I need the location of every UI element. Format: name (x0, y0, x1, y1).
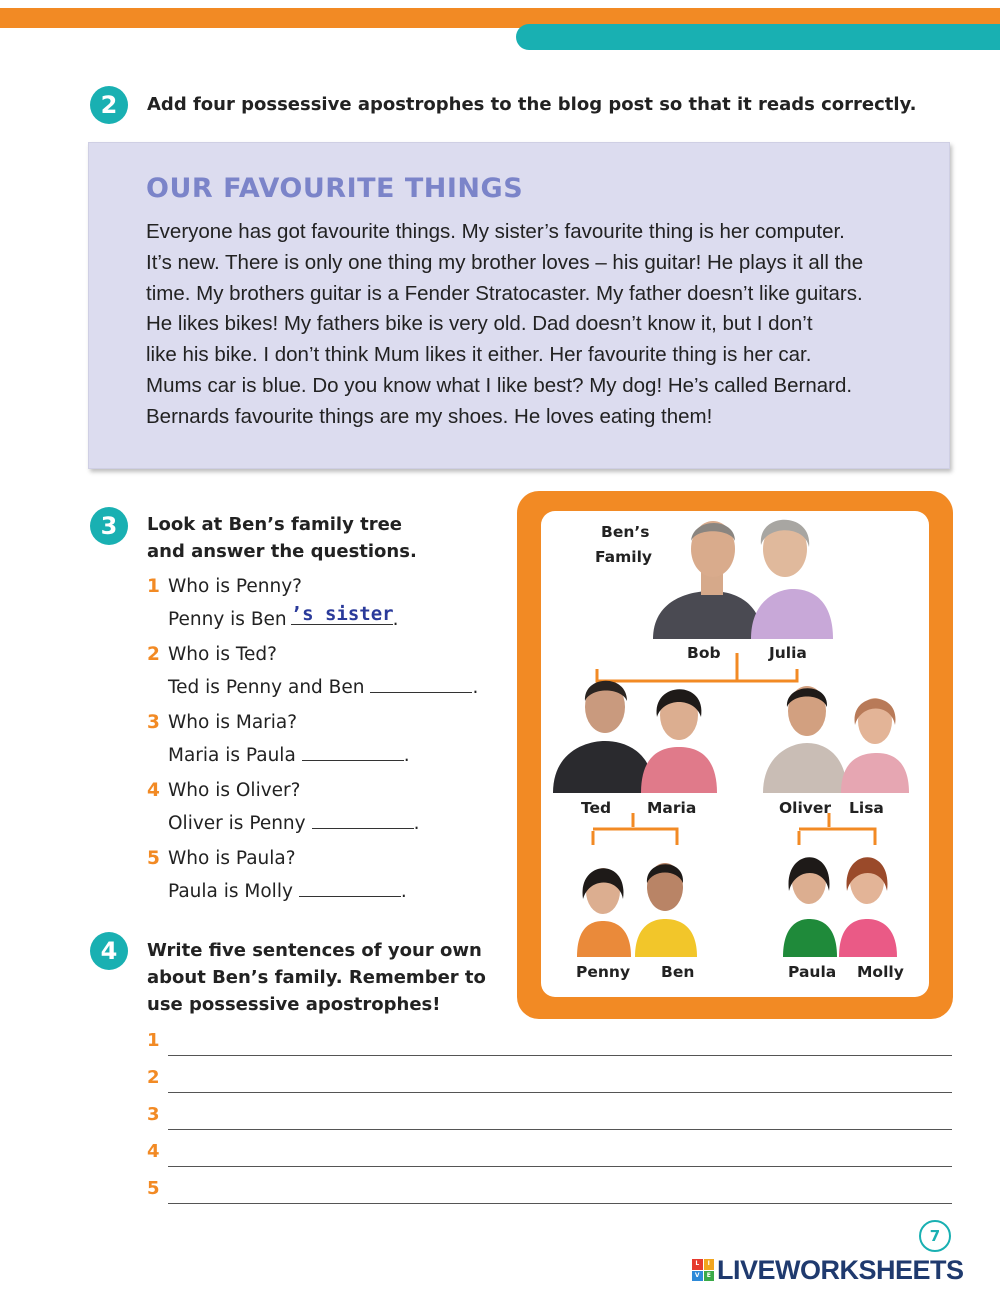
name-molly: Molly (857, 963, 904, 981)
question-4 (147, 780, 300, 801)
exercise-3-instruction (147, 511, 417, 565)
blog-text (146, 217, 926, 433)
answer-end: . (400, 881, 407, 902)
logo-tile: E (704, 1271, 715, 1282)
writing-line-1[interactable] (147, 1030, 952, 1056)
question-5 (147, 848, 296, 869)
person-penny (577, 868, 631, 957)
answer-blank-4[interactable] (312, 811, 414, 829)
exercise-3-instruction-line: Look at Ben’s family tree (147, 514, 402, 535)
name-lisa: Lisa (849, 799, 884, 817)
name-penny: Penny (576, 963, 631, 981)
line-number: 3 (147, 1104, 160, 1125)
blog-line: like his bike. I don’t think Mum likes it either. Her favourite thing is her car. (146, 343, 812, 367)
name-julia: Julia (769, 644, 807, 662)
answer-blank-1[interactable] (290, 603, 394, 625)
tree-title-line1: Ben’s (601, 523, 650, 541)
family-tree-panel (541, 511, 929, 997)
exercise-2-instruction: Add four possessive apostrophes to the blog post so that it reads correctly. (147, 94, 917, 115)
answer-blank-3[interactable] (302, 743, 404, 761)
blog-line: Mums car is blue. Do you know what I like best? My dog! He’s called Bernard. (146, 373, 853, 397)
answer-blank-5[interactable] (299, 879, 401, 897)
person-paula (783, 857, 837, 957)
logo-tile: V (692, 1271, 703, 1282)
person-molly (839, 857, 897, 957)
person-julia (751, 520, 833, 639)
liveworksheets-brand[interactable] (692, 1254, 964, 1286)
person-ted (553, 681, 655, 793)
family-tree-frame (517, 491, 953, 1019)
answer-stem: Oliver is Penny (168, 813, 306, 834)
person-maria (641, 689, 717, 793)
question-text: Who is Penny? (168, 576, 302, 597)
tree-connectors (593, 653, 875, 845)
answer-4 (168, 811, 419, 834)
name-ted: Ted (581, 799, 612, 817)
line-rule (168, 1055, 952, 1056)
exercise-4-instruction-line: use possessive apostrophes! (147, 994, 441, 1015)
tree-title-line2: Family (595, 548, 653, 566)
line-number: 4 (147, 1141, 160, 1162)
line-number: 1 (147, 1030, 160, 1051)
person-oliver (763, 686, 847, 793)
answer-1 (168, 603, 399, 630)
blog-line: time. My brothers guitar is a Fender Stratocaster. My father doesn’t like guitars. (146, 281, 863, 305)
question-text: Who is Ted? (168, 644, 277, 665)
line-rule (168, 1166, 952, 1167)
line-rule (168, 1092, 952, 1093)
answer-blank-2[interactable] (370, 675, 472, 693)
question-2 (147, 644, 277, 665)
logo-tile: I (704, 1259, 715, 1270)
exercise-2-badge: 2 (90, 86, 128, 124)
blog-line: Bernards favourite things are my shoes. He loves eating them! (146, 404, 713, 428)
name-oliver: Oliver (779, 799, 832, 817)
answer-stem: Paula is Molly (168, 881, 293, 902)
question-1 (147, 576, 302, 597)
blog-line: It’s new. There is only one thing my brother loves – his guitar! He plays it all the (146, 250, 864, 274)
blog-post-box (88, 142, 950, 469)
liveworksheets-wordmark: LIVEWORKSHEETS (717, 1254, 964, 1285)
exercise-4-instruction (147, 937, 486, 1018)
person-ben (635, 863, 697, 957)
answer-end: . (413, 813, 420, 834)
writing-line-5[interactable] (147, 1178, 952, 1204)
answer-end: . (403, 745, 410, 766)
line-rule (168, 1129, 952, 1130)
exercise-4-instruction-line: Write five sentences of your own (147, 940, 482, 961)
answer-5 (168, 879, 407, 902)
question-3 (147, 712, 297, 733)
question-text: Who is Oliver? (168, 780, 301, 801)
exercise-4-badge: 4 (90, 932, 128, 970)
answer-stem: Maria is Paula (168, 745, 296, 766)
blog-title: OUR FAVOURITE THINGS (146, 173, 524, 204)
question-text: Who is Paula? (168, 848, 296, 869)
answer-2 (168, 675, 478, 698)
question-number: 2 (147, 644, 160, 665)
question-number: 1 (147, 576, 160, 597)
writing-line-2[interactable] (147, 1067, 952, 1093)
name-ben: Ben (661, 963, 695, 981)
exercise-3-instruction-line: and answer the questions. (147, 541, 417, 562)
answer-end: . (392, 609, 399, 630)
page-number: 7 (919, 1220, 951, 1252)
writing-line-4[interactable] (147, 1141, 952, 1167)
exercise-3-badge: 3 (90, 507, 128, 545)
name-paula: Paula (788, 963, 837, 981)
answer-filled-text: ’s sister (290, 603, 394, 625)
line-rule (168, 1203, 952, 1204)
writing-line-3[interactable] (147, 1104, 952, 1130)
person-bob (653, 521, 763, 639)
line-number: 2 (147, 1067, 160, 1088)
line-number: 5 (147, 1178, 160, 1199)
blog-line: He likes bikes! My fathers bike is very old. Dad doesn’t know it, but I don’t (146, 312, 813, 336)
question-number: 5 (147, 848, 160, 869)
question-text: Who is Maria? (168, 712, 298, 733)
answer-3 (168, 743, 410, 766)
name-bob: Bob (687, 644, 721, 662)
answer-stem: Penny is Ben (168, 609, 287, 630)
answer-stem: Ted is Penny and Ben (168, 677, 365, 698)
question-number: 4 (147, 780, 160, 801)
liveworksheets-logo-icon (692, 1259, 714, 1281)
answer-end: . (472, 677, 479, 698)
exercise-4-instruction-line: about Ben’s family. Remember to (147, 967, 486, 988)
name-maria: Maria (647, 799, 697, 817)
family-tree-illustration (541, 511, 929, 997)
person-lisa (841, 698, 909, 793)
blog-line: Everyone has got favourite things. My sister’s favourite thing is her computer. (146, 220, 845, 243)
logo-tile: L (692, 1259, 703, 1270)
question-number: 3 (147, 712, 160, 733)
top-teal-band (516, 24, 1000, 50)
